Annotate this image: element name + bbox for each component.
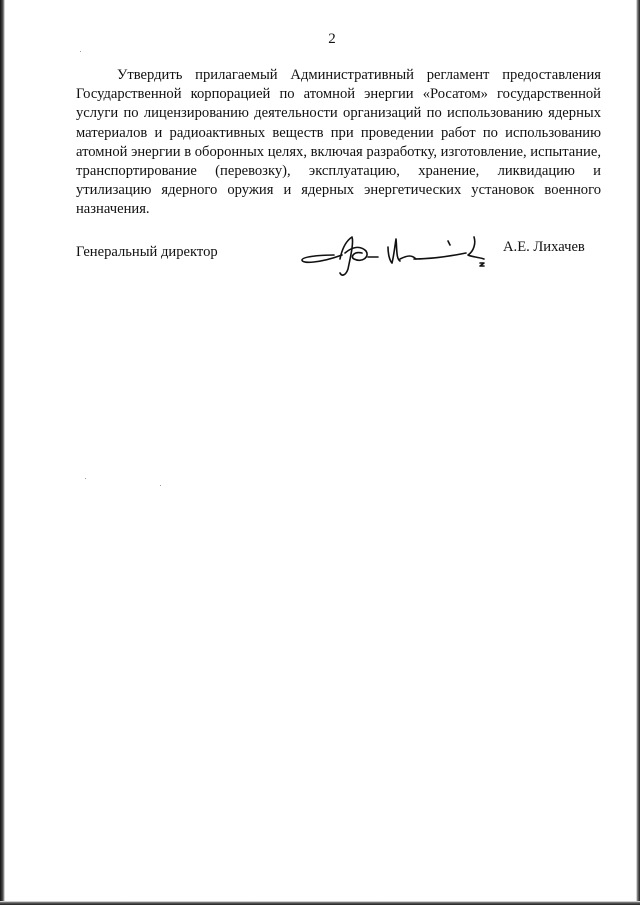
scan-speck <box>85 478 86 479</box>
scan-speck <box>160 485 161 486</box>
handwritten-signature <box>296 225 496 281</box>
scan-bottom-edge <box>0 901 640 905</box>
page-number: 2 <box>328 31 336 47</box>
signatory-position: Генеральный директор <box>76 244 218 260</box>
scan-speck <box>80 51 81 52</box>
scan-right-edge <box>636 0 640 905</box>
signatory-name: А.Е. Лихачев <box>503 239 585 255</box>
body-paragraph: Утвердить прилагаемый Административный регламент предоставления Государственной корпорацией по атомной энергии «Росатом» государственной услуги по лицензированию деятельности организаций по использованию ядерных материалов и радиоактивных веществ при проведении работ по использованию атомной энергии в оборонных целях, включая разработку, изготовление, испытание, транспортирование (перевозку), эксплуатацию, хранение, ликвидацию и утилизацию ядерного оружия и ядерных энергетических установок военного назначения. <box>76 67 601 218</box>
scan-left-edge <box>0 0 5 905</box>
